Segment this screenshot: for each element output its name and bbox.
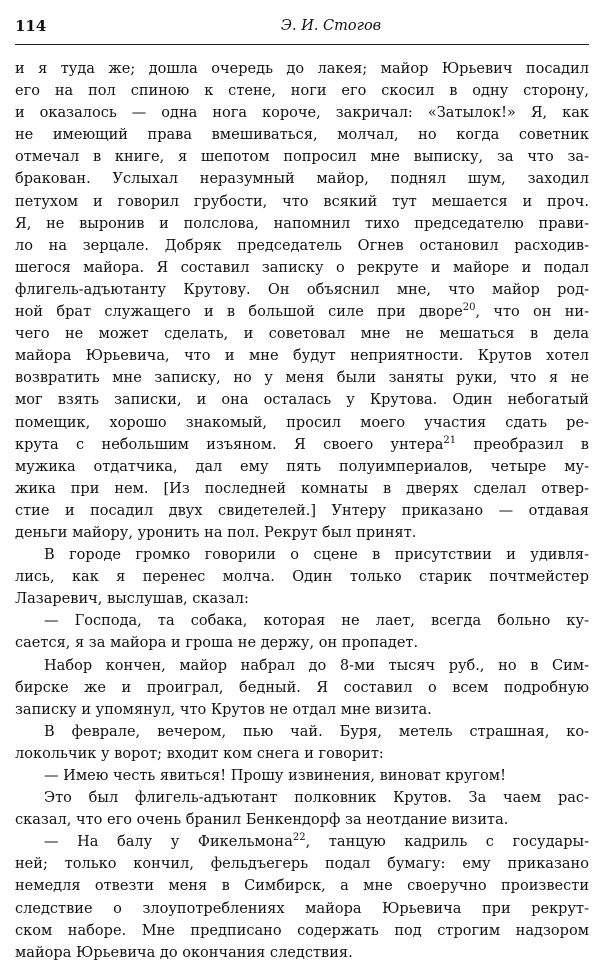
text-line <box>15 168 589 190</box>
text-line-content: жика при нем. [Из последней комнаты в дверях сделал отвер- <box>15 480 589 497</box>
text-line <box>15 610 589 632</box>
text-line-continuation: , танцую кадриль с государы- <box>305 834 589 851</box>
text-line-content: ло на зерцале. Добряк председатель Огнев остановил расходив- <box>15 237 589 254</box>
text-line <box>15 898 589 920</box>
text-line-content: его на пол спиною к стене, ноги его скосил в одну сторону, <box>15 83 589 100</box>
text-line-content: флигель-адъютанту Крутову. Он объяснил мне, что майор род- <box>15 281 589 298</box>
text-line <box>15 566 589 588</box>
footnote-marker: 20 <box>462 302 476 314</box>
text-line <box>15 942 589 964</box>
text-line <box>15 809 589 831</box>
text-line-content: петухом и говорил грубости, что всякий тут мешается и проч. <box>15 193 589 210</box>
text-line <box>15 213 589 235</box>
text-line-content: не имеющий права вмешиваться, молчал, но когда советник <box>15 127 589 144</box>
text-line-content: следствие о злоупотреблениях майора Юрьевича при рекрут- <box>15 900 589 917</box>
text-line-content: бирске же и проиграл, бедный. Я составил о всем подробную <box>15 679 589 696</box>
text-line-content: крута с небольшим изъяном. Я своего унтера <box>15 436 444 453</box>
text-line-content: и оказалось — одна нога короче, закричал: «Затылок!» Я, как <box>15 105 589 122</box>
text-line-content: локольчик у ворот; входит ком снега и говорит: <box>15 745 384 762</box>
text-line <box>15 787 589 809</box>
text-line-content: лись, как я перенес молча. Один только старик почтмейстер <box>15 569 589 586</box>
text-line-content: помещик, хорошо знакомый, просил моего участия сдать ре- <box>15 414 589 431</box>
text-line-content: Набор кончен, майор набрал до 8-ми тысяч руб., но в Сим- <box>44 657 589 674</box>
text-line-content: — На балу у Фикельмона <box>44 834 293 851</box>
text-line <box>15 323 589 345</box>
text-line <box>15 279 589 301</box>
text-line <box>15 765 589 787</box>
text-line <box>15 853 589 875</box>
text-line <box>15 367 589 389</box>
text-line-continuation: преобразил в <box>456 436 589 453</box>
text-line-content: мужика отдатчика, дал ему пять полуимпериалов, четыре му- <box>15 458 589 475</box>
text-line-content: Это был флигель-адъютант полковник Крутов. За чаем рас- <box>44 790 589 807</box>
text-line <box>15 522 589 544</box>
text-line-content: и я туда же; дошла очередь до лакея; майор Юрьевич посадил <box>15 61 589 77</box>
text-line <box>15 632 589 654</box>
text-line <box>15 257 589 279</box>
text-line-content: деньги майору, уронить на пол. Рекрут был принят. <box>15 524 417 541</box>
text-line <box>15 146 589 168</box>
text-line-content: шегося майора. Я составил записку о рекруте и майоре и подал <box>15 259 589 276</box>
text-line <box>15 544 589 566</box>
text-line-content: ней; только кончил, фельдъегерь подал бумагу: ему приказано <box>15 856 589 873</box>
text-line-content: майора Юрьевича, что и мне будут неприятности. Крутов хотел <box>15 348 589 365</box>
text-line <box>15 831 589 853</box>
text-line-content: сказал, что его очень бранил Бенкендорф за неотдание визита. <box>15 812 509 829</box>
text-line <box>15 434 589 456</box>
text-line <box>15 500 589 522</box>
text-line <box>15 301 589 323</box>
text-line <box>15 102 589 124</box>
text-line-content: мог взять записки, и она осталась у Крутова. Один небогатый <box>15 392 589 409</box>
text-line <box>15 80 589 102</box>
text-line-content: отмечал в книге, я шепотом попросил мне выписку, за что за- <box>15 149 589 166</box>
text-line-content: В феврале, вечером, пью чай. Буря, метель страшная, ко- <box>44 723 589 740</box>
body-text <box>15 58 589 964</box>
text-line-content: ском наборе. Мне предписано содержать под строгим надзором <box>15 922 589 939</box>
text-line-content: бракован. Услыхал неразумный майор, поднял шум, заходил <box>15 171 589 188</box>
text-line-content: чего не может сделать, и советовал мне не мешаться в дела <box>15 326 589 343</box>
text-line <box>15 588 589 610</box>
text-line <box>15 920 589 942</box>
text-line-content: В городе громко говорили о сцене в присутствии и удивля- <box>44 547 589 564</box>
text-line <box>15 124 589 146</box>
text-line <box>15 655 589 677</box>
text-line <box>15 191 589 213</box>
text-line <box>15 721 589 743</box>
text-line <box>15 58 589 80</box>
text-line <box>15 345 589 367</box>
text-line-content: записку и упомянул, что Крутов не отдал мне визита. <box>15 701 432 718</box>
running-title: Э. И. Стогов <box>280 18 382 34</box>
text-line <box>15 743 589 765</box>
text-line-content: возвратить мне записку, но у меня были заняты руки, что я не <box>15 370 589 387</box>
text-line <box>15 389 589 411</box>
text-line-content: майора Юрьевича до окончания следствия. <box>15 944 353 961</box>
footnote-marker: 22 <box>292 832 306 844</box>
text-line-content: Я, не выронив и полслова, напомнил тихо председателю прави- <box>15 215 589 232</box>
text-line <box>15 412 589 434</box>
text-line <box>15 235 589 257</box>
text-line-content: — Имею честь явиться! Прошу извинения, виноват кругом! <box>44 768 506 784</box>
text-line <box>15 478 589 500</box>
text-line <box>15 677 589 699</box>
text-line-content: сается, я за майора и гроша не держу, он пропадет. <box>15 635 419 652</box>
text-line-content: Лазаревич, выслушав, сказал: <box>15 591 249 608</box>
text-line <box>15 875 589 897</box>
text-line-continuation: , что он ни- <box>475 304 589 321</box>
text-line-content: немедля отвезти меня в Симбирск, а мне своеручно произвести <box>15 878 589 895</box>
text-line-content: стие и посадил двух свидетелей.] Унтеру приказано — отдавая <box>15 502 589 519</box>
footnote-marker: 21 <box>443 434 457 446</box>
header-rule <box>15 44 589 45</box>
text-line-content: — Господа, та собака, которая не лает, всегда больно ку- <box>44 613 589 630</box>
page-header <box>15 14 587 36</box>
text-line-content: ной брат служащего и в большой силе при дворе <box>15 304 463 321</box>
page-number: 114 <box>15 17 47 35</box>
text-line <box>15 456 589 478</box>
text-line <box>15 699 589 721</box>
